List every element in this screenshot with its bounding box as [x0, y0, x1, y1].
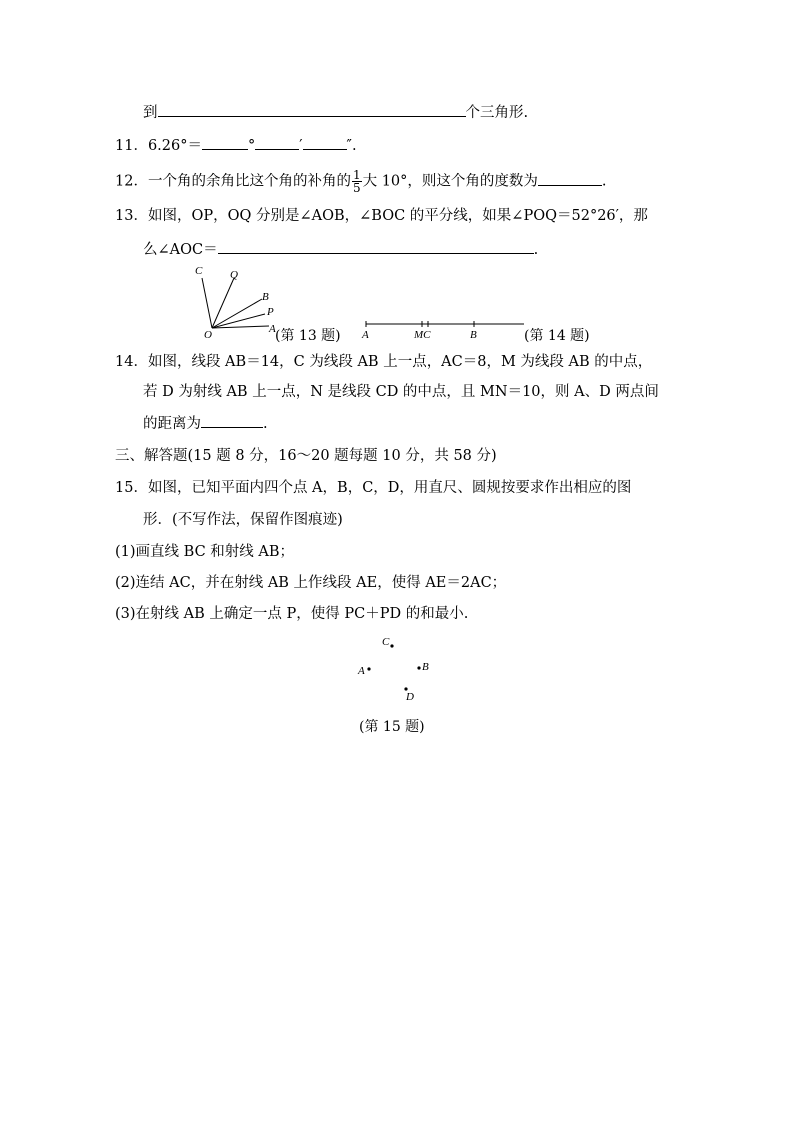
fig13-label-c: C [195, 265, 203, 277]
q11-minute-blank[interactable] [255, 134, 299, 150]
q12-pre: 一个角的余角比这个角的补角的 [147, 173, 351, 190]
question-15-line2 [143, 510, 343, 530]
q11-minute-sign: ′ [299, 138, 303, 154]
fig13-label-a: A [269, 323, 276, 335]
q10-continuation [143, 101, 528, 123]
q10-tail: 个三角形. [465, 105, 529, 121]
q13-text1: 如图，OP，OQ 分别是∠AOB，∠BOC 的平分线，如果∠POQ＝52°26′，那 [147, 208, 648, 224]
ray-oa [212, 326, 269, 328]
ray-op [212, 314, 265, 328]
fig14-label-a: A [362, 329, 369, 341]
q11-number: 11． [115, 138, 148, 154]
section-3-heading: 三、解答题(15 题 8 分，16～20 题每题 10 分，共 58 分) [115, 448, 497, 464]
fig14-caption: (第 14 题) [524, 328, 590, 344]
fig13-label-q: Q [230, 269, 238, 281]
q12-frac-den: 5 [352, 181, 361, 195]
ray-oc [202, 278, 212, 328]
q12-answer-blank[interactable] [538, 170, 602, 186]
q12-end: . [601, 173, 607, 190]
question-13-line1 [115, 206, 648, 226]
q12-frac-num: 1 [352, 168, 361, 182]
q12-number: 12． [115, 173, 148, 190]
fig13-label-p: P [267, 306, 274, 318]
q13-end: . [533, 242, 539, 258]
q11-degree-blank[interactable] [202, 134, 248, 150]
q10-answer-blank[interactable] [158, 101, 466, 117]
q15-sub1: (1)画直线 BC 和射线 AB； [115, 544, 295, 560]
point-c [390, 644, 393, 647]
fig13-label-b: B [262, 291, 269, 303]
ray-oq [212, 278, 234, 328]
fig15-label-b: B [422, 661, 429, 673]
q13-answer-blank[interactable] [218, 238, 534, 254]
q14-number: 14． [115, 354, 148, 370]
fig15-label-c: C [382, 636, 390, 648]
q13-number: 13． [115, 208, 148, 224]
fig13-caption: (第 13 题) [275, 328, 341, 344]
fig15-caption: (第 15 题) [359, 719, 425, 735]
q14-text2: 若 D 为射线 AB 上一点，N 是线段 CD 的中点，且 MN＝10，则 A、D 两点间 [143, 384, 659, 400]
q12-fraction [352, 169, 362, 194]
figure-14 [356, 318, 526, 342]
q13-text2: 么∠AOC＝ [143, 242, 218, 258]
q10-lead: 到 [143, 105, 158, 121]
q11-degree-sign: ° [248, 138, 256, 154]
q15-sub3: (3)在射线 AB 上确定一点 P，使得 PC＋PD 的和最小. [115, 606, 469, 622]
q14-text1: 如图，线段 AB＝14，C 为线段 AB 上一点，AC＝8，M 为线段 AB 的中点， [147, 354, 653, 370]
q14-answer-blank[interactable] [201, 412, 263, 428]
q15-number: 15． [115, 480, 148, 496]
q15-text1: 如图，已知平面内四个点 A，B，C，D，用直尺、圆规按要求作出相应的图 [147, 480, 632, 496]
q14-text3: 的距离为 [143, 416, 201, 432]
question-12 [115, 169, 607, 194]
q14-end: . [263, 416, 268, 432]
q15-text2: 形．(不写作法，保留作图痕迹) [143, 512, 343, 528]
q11-lhs: 6.26°＝ [147, 138, 202, 154]
question-15-line1 [115, 478, 631, 498]
q11-second-sign: ″. [346, 138, 357, 154]
fig14-label-b: B [470, 329, 477, 341]
question-11 [115, 134, 357, 156]
question-13-line2 [143, 238, 538, 260]
q12-mid: 大 10°，则这个角的度数为 [362, 173, 538, 190]
q15-sub2: (2)连结 AC，并在射线 AB 上作线段 AE，使得 AE＝2AC； [115, 575, 507, 591]
fig14-label-mc: MC [414, 329, 431, 341]
fig13-label-o: O [204, 329, 212, 341]
point-a [367, 667, 370, 670]
fig15-label-a: A [358, 665, 365, 677]
question-14-line3 [143, 412, 268, 434]
fig15-label-d: D [406, 691, 414, 702]
figure-15 [350, 632, 440, 702]
point-b [417, 666, 420, 669]
question-14-line2 [143, 382, 659, 402]
question-14-line1 [115, 352, 652, 372]
q11-second-blank[interactable] [303, 134, 347, 150]
ray-ob [212, 299, 262, 328]
